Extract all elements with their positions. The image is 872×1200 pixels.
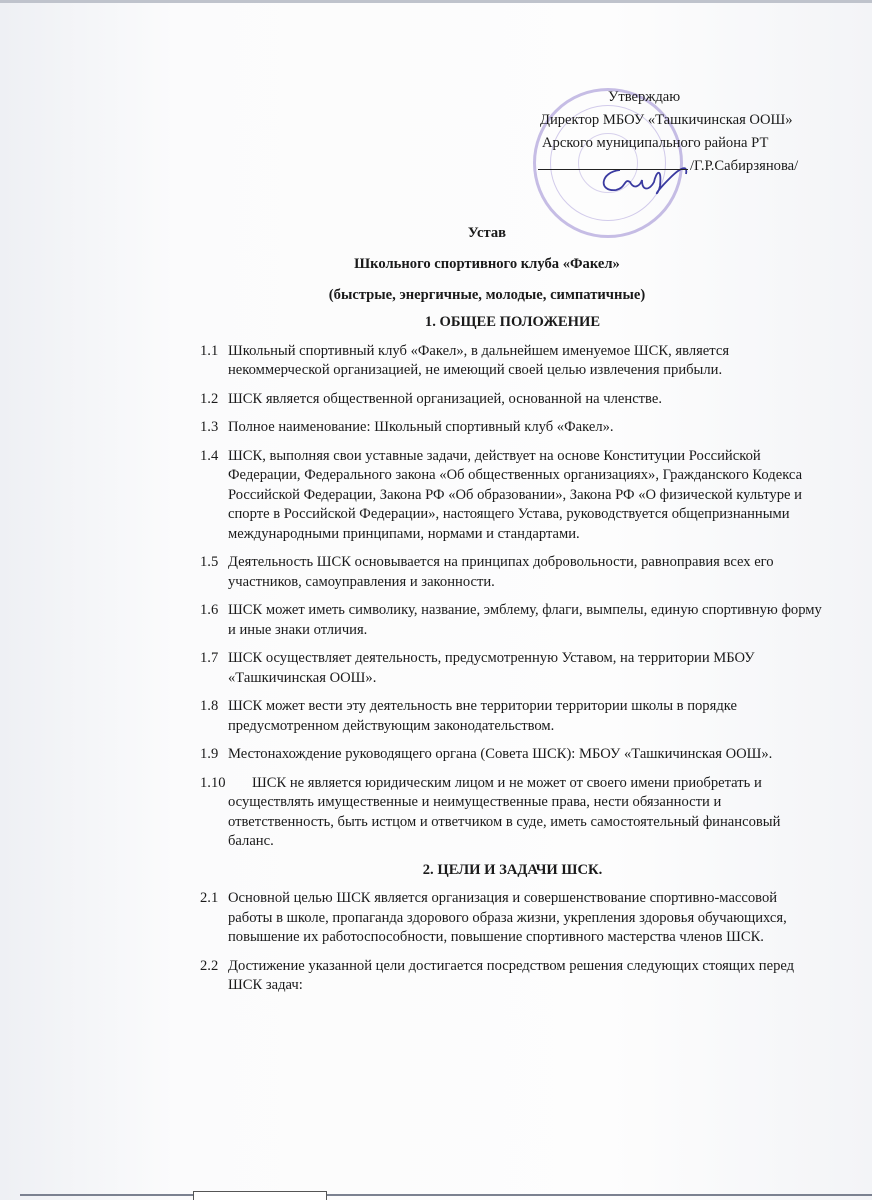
- scan-edge: [0, 0, 872, 3]
- clause-text: Полное наименование: Школьный спортивный клуб «Факел».: [228, 419, 614, 435]
- clause-number: 1.10: [200, 774, 226, 791]
- clause: [200, 697, 825, 736]
- clause-number: 1.6: [200, 602, 219, 618]
- clause-text: Достижение указанной цели достигается посредством решения следующих стоящих перед ШСК задач:: [228, 957, 795, 993]
- clause: [200, 774, 825, 852]
- clause: [200, 745, 825, 765]
- clause-text: ШСК осуществляет деятельность, предусмотренную Уставом, на территории МБОУ «Ташкичинская ООШ».: [228, 650, 755, 686]
- clause-number: 1.7: [200, 650, 219, 666]
- director-position: Директор МБОУ «Ташкичинская ООШ»: [540, 112, 793, 128]
- director-name: /Г.Р.Сабирзянова/: [690, 158, 799, 174]
- approve-label: Утверждаю: [608, 89, 681, 105]
- document-body: [200, 311, 825, 1005]
- section-heading: 1. ОБЩЕЕ ПОЛОЖЕНИЕ: [424, 314, 601, 330]
- clause: [200, 601, 825, 640]
- clause-number: 1.4: [200, 447, 219, 464]
- clause-text: Деятельность ШСК основывается на принципах добровольности, равноправия всех его участников, самоуправления и законности.: [228, 554, 774, 590]
- clause-text: ШСК может иметь символику, название, эмблему, флаги, вымпелы, единую спортивную форму и иные знаки отличия.: [228, 602, 822, 638]
- clause: [200, 390, 825, 410]
- clause-number: 1.2: [200, 390, 219, 407]
- clause-number: 1.9: [200, 746, 219, 762]
- clause: [200, 418, 825, 438]
- document-title: Устав: [467, 225, 507, 241]
- clause-text: Основной целью ШСК является организация и совершенствование спортивно-массовой работы в школе, пропаганда здорового образа жизни, укрепления здоровья обучающихся, повышение их работоспособности, повышение спортивного мастерства членов ШСК.: [228, 890, 787, 945]
- club-motto: (быстрые, энергичные, молодые, симпатичные): [328, 287, 646, 303]
- scan-edge: [193, 1191, 327, 1200]
- clause: [200, 889, 825, 948]
- approval-block: [540, 86, 798, 178]
- signature-line: [538, 155, 688, 170]
- clause-number: 1.5: [200, 554, 219, 570]
- section-heading: 2. ЦЕЛИ И ЗАДАЧИ ШСК.: [422, 861, 603, 878]
- clause: [200, 957, 825, 996]
- clause-text: ШСК является общественной организацией, основанной на членстве.: [228, 390, 662, 407]
- clause-number: 1.8: [200, 698, 219, 714]
- clause-text: Местонахождение руководящего органа (Совета ШСК): МБОУ «Ташкичинская ООШ».: [228, 746, 773, 762]
- clause-text: ШСК, выполняя свои уставные задачи, действует на основе Конституции Российской Федерации, Федерального закона «Об общественных организациях», Гражданского Кодекса Российской Федерации, Закона РФ «Об образовании», Закона РФ «О физической культуре и спорте в Российской Федерации», настоящего Устава, руководствуется общепризнанными международными принципами, нормами и стандартами.: [228, 447, 803, 542]
- clause-number: 2.1: [200, 890, 219, 906]
- scan-edge: [20, 1194, 872, 1196]
- clause: [200, 342, 825, 381]
- district-name: Арского муниципального района РТ: [542, 135, 769, 151]
- clause: [200, 649, 825, 688]
- clause-number: 1.1: [200, 342, 219, 359]
- clause: [200, 447, 825, 545]
- clause-number: 1.3: [200, 419, 219, 435]
- clause-text: ШСК не является юридическим лицом и не может от своего имени приобретать и осуществлять имущественные и неимущественные права, нести обязанности и ответственность, быть истцом и ответчиком в суде, иметь самостоятельный финансовый баланс.: [228, 774, 781, 849]
- clause-number: 2.2: [200, 957, 219, 974]
- clause-text: ШСК может вести эту деятельность вне территории территории школы в порядке предусмотренном действующим законодательством.: [228, 698, 737, 734]
- document-subtitle: Школьного спортивного клуба «Факел»: [354, 256, 620, 272]
- clause: [200, 553, 825, 592]
- clause-text: Школьный спортивный клуб «Факел», в дальнейшем именуемое ШСК, является некоммерческой организацией, не имеющий своей целью извлечения прибыли.: [228, 342, 730, 378]
